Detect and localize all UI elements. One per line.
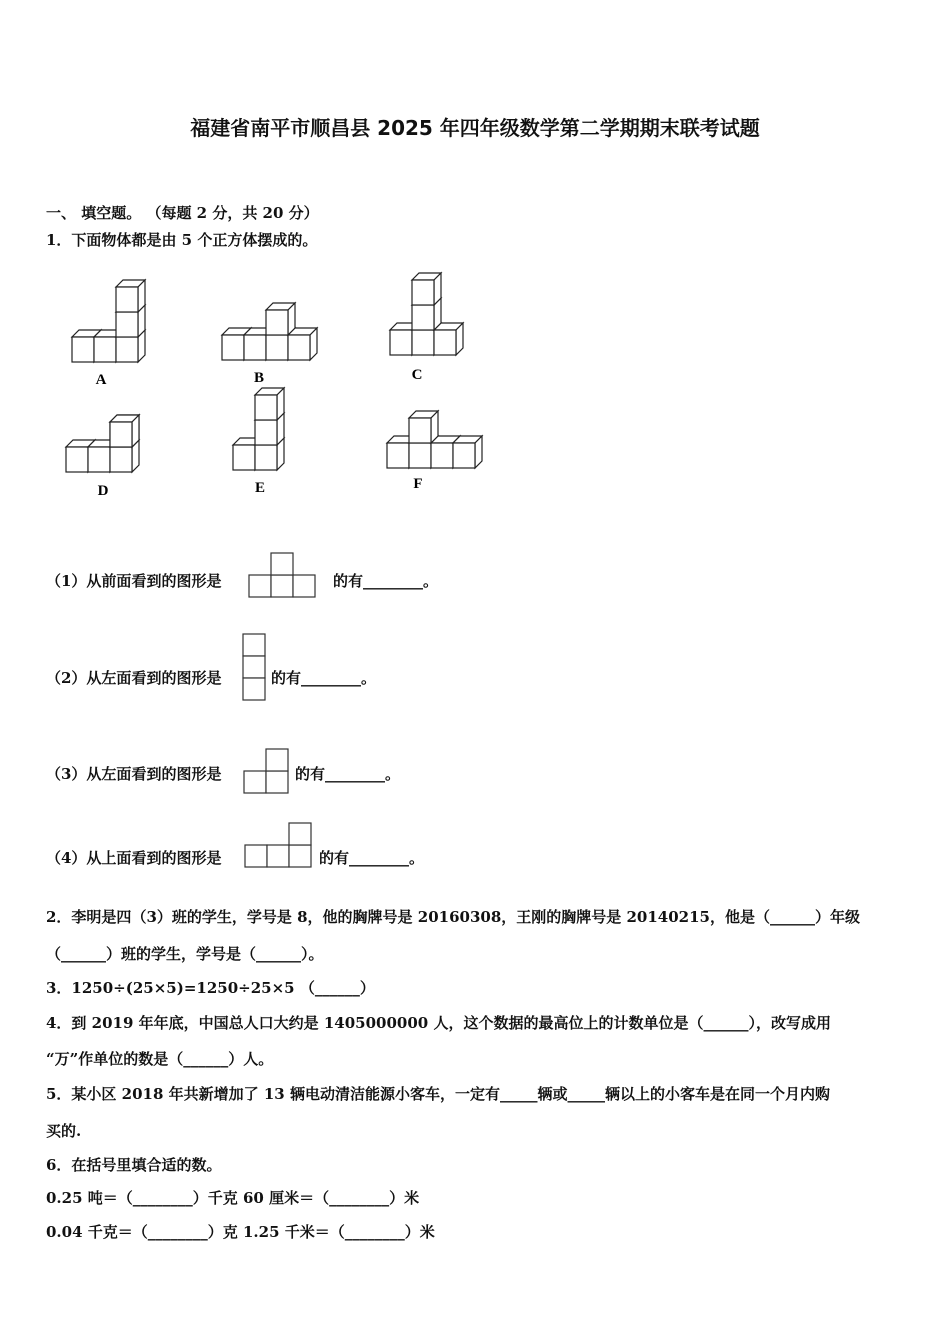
left-view-figure-3 bbox=[244, 749, 294, 795]
q1-sub-1 bbox=[46, 570, 221, 591]
section-heading: 一、 填空题。 （每题 2 分，共 20 分） bbox=[46, 204, 319, 222]
cube-figure-B bbox=[222, 303, 317, 386]
cube-figure-A bbox=[72, 280, 145, 388]
cube-figure-label: A bbox=[95, 372, 107, 388]
question-6-line-1: 0.25 吨＝（________）千克 60 厘米＝（________）米 bbox=[46, 1189, 420, 1207]
question-3: 3．1250÷(25×5)=1250÷25×5 （______） bbox=[46, 979, 375, 997]
left-view-figure-2 bbox=[243, 634, 269, 704]
cube-figure-label: F bbox=[413, 476, 423, 492]
cube bbox=[409, 411, 438, 443]
cube-figure-label: B bbox=[253, 370, 265, 386]
cube bbox=[266, 303, 295, 335]
question-2-line-1: 2．李明是四（3）班的学生，学号是 8，他的胸牌号是 20160308，王刚的胸牌号是 20140215，他是（______）年级 bbox=[46, 908, 860, 926]
q1-sub-3-prefix: （3）从左面看到的图形是 bbox=[46, 765, 222, 783]
page-title: 福建省南平市顺昌县 2025 年四年级数学第二学期期末联考试题 bbox=[190, 116, 760, 140]
front-view-figure-1 bbox=[249, 553, 319, 599]
cube-figure-label: D bbox=[97, 483, 109, 499]
cube-figure-label: E bbox=[254, 480, 266, 496]
question-6-line-2: 0.04 千克＝（________）克 1.25 千米＝（________）米 bbox=[46, 1223, 435, 1241]
question-1-stem: 1．下面物体都是由 5 个正方体摆成的。 bbox=[46, 231, 318, 249]
cube bbox=[255, 388, 284, 420]
question-4-line-2: “万”作单位的数是（______）人。 bbox=[46, 1050, 274, 1068]
cube bbox=[453, 436, 482, 468]
question-4-line-1: 4．到 2019 年年底，中国总人口大约是 1405000000 人，这个数据的最高位上的计数单位是（______），改写成用 bbox=[46, 1014, 831, 1032]
cube bbox=[412, 273, 441, 305]
cube-figure-D bbox=[66, 415, 139, 499]
cube bbox=[116, 280, 145, 312]
cube bbox=[434, 323, 463, 355]
cube-figure-F bbox=[387, 411, 482, 492]
top-view-figure-4 bbox=[245, 823, 317, 869]
q1-sub-4-prefix: （4）从上面看到的图形是 bbox=[46, 849, 222, 867]
q1-sub-1-suffix: 的有________。 bbox=[333, 572, 439, 590]
q1-sub-1-prefix: （1）从前面看到的图形是 bbox=[46, 572, 222, 590]
cube bbox=[110, 415, 139, 447]
cube-figures bbox=[0, 0, 950, 520]
q1-sub-2-prefix: （2）从左面看到的图形是 bbox=[46, 669, 222, 687]
q1-sub-2-suffix: 的有________。 bbox=[271, 669, 377, 687]
cube bbox=[288, 328, 317, 360]
question-5-line-1: 5．某小区 2018 年共新增加了 13 辆电动清洁能源小客车，一定有_____辆或_____辆以上的小客车是在同一个月内购 bbox=[46, 1085, 830, 1103]
cube-figure-E bbox=[233, 388, 284, 496]
question-2-line-2: （______）班的学生，学号是（______）。 bbox=[46, 945, 324, 963]
q1-sub-4-suffix: 的有________。 bbox=[319, 849, 425, 867]
cube-figure-C bbox=[390, 273, 463, 383]
question-5-line-2: 买的. bbox=[46, 1122, 82, 1140]
cube-figure-label: C bbox=[411, 367, 423, 383]
q1-sub-3-suffix: 的有________。 bbox=[295, 765, 401, 783]
question-6-stem: 6．在括号里填合适的数。 bbox=[46, 1156, 222, 1174]
